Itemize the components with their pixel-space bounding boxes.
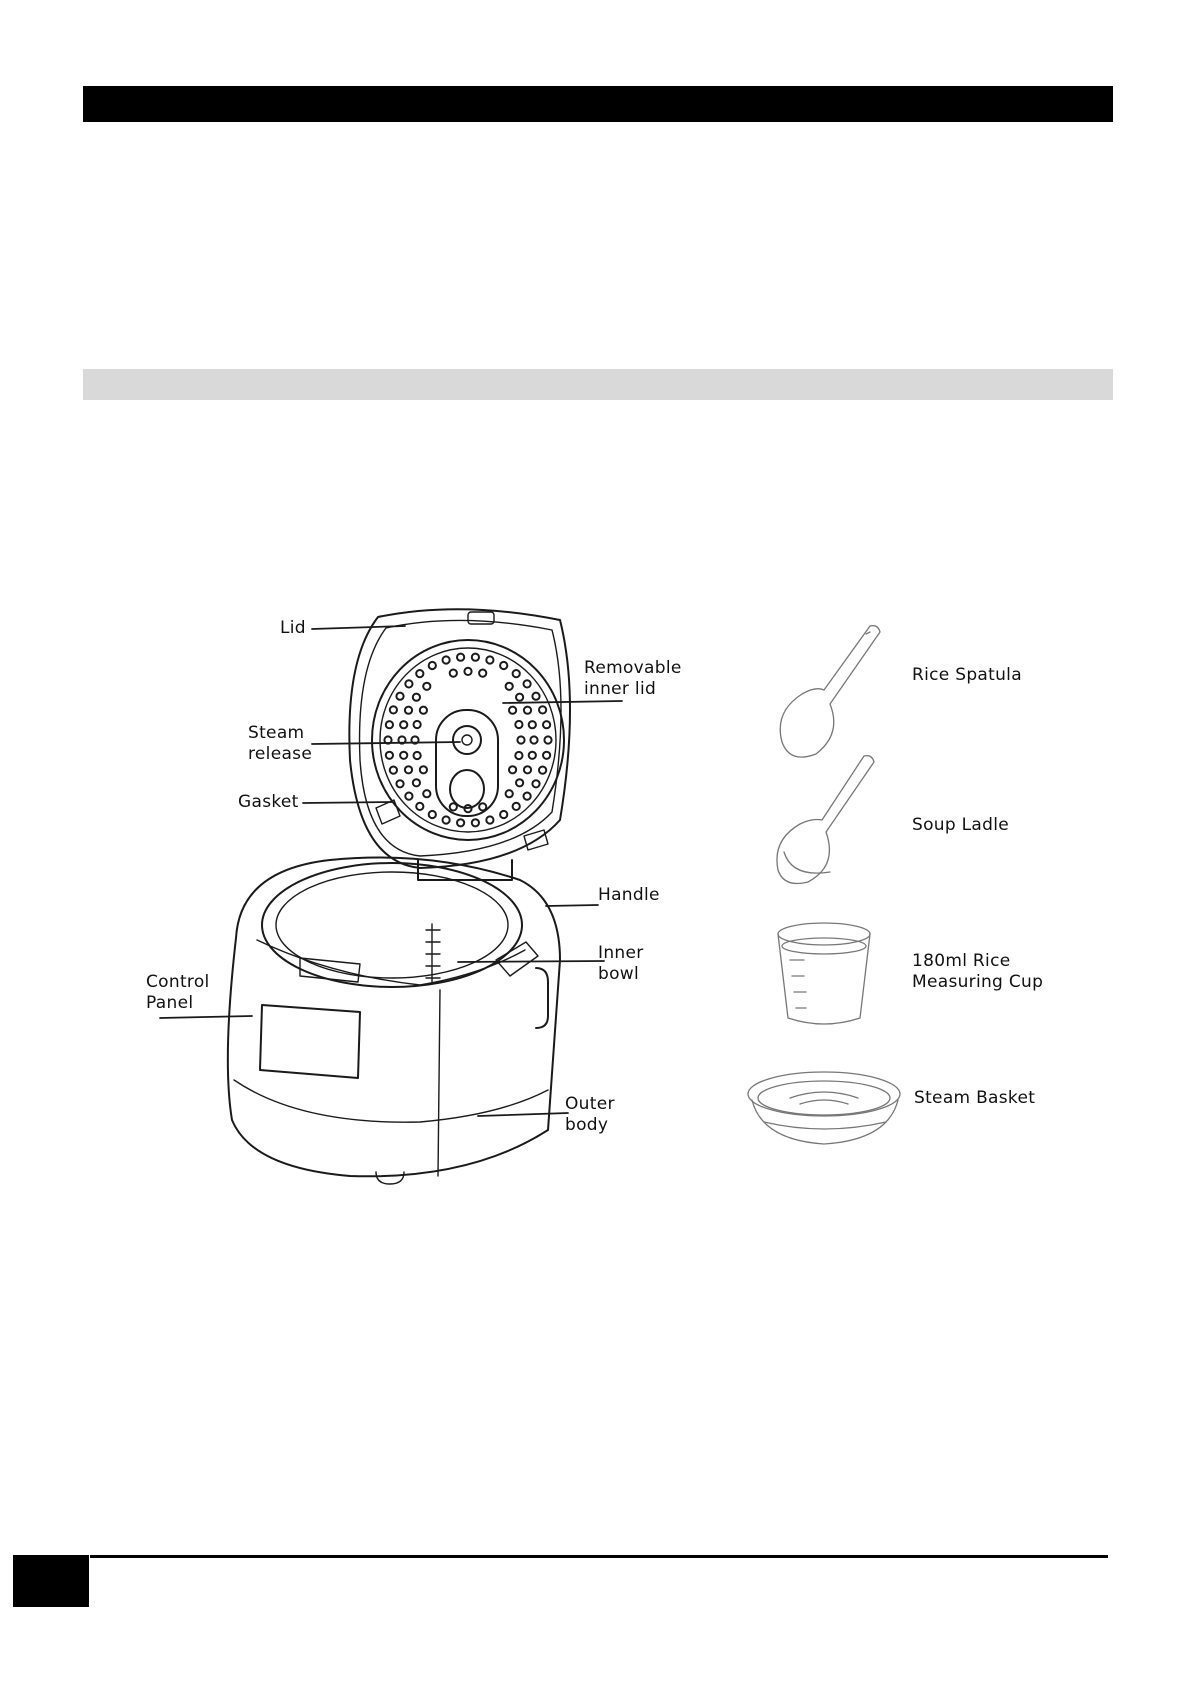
steam-hole <box>543 721 550 728</box>
steam-hole <box>457 819 464 826</box>
soup-ladle-drawing <box>777 756 874 884</box>
steam-hole <box>400 752 407 759</box>
steam-hole <box>515 721 522 728</box>
steam-hole <box>479 803 486 810</box>
measuring-cup-drawing <box>778 923 870 1024</box>
rice-spatula-drawing <box>780 626 880 758</box>
steam-hole <box>506 683 513 690</box>
steam-hole <box>506 790 513 797</box>
steam-hole <box>396 780 403 787</box>
steam-hole <box>479 670 486 677</box>
label-lid: Lid <box>280 618 306 638</box>
steam-hole <box>464 668 471 675</box>
steam-hole <box>524 793 531 800</box>
steam-hole <box>420 766 427 773</box>
steam-hole <box>400 721 407 728</box>
steam-hole <box>416 803 423 810</box>
label-measuring-cup: 180ml Rice Measuring Cup <box>912 951 1044 992</box>
steam-hole <box>423 790 430 797</box>
steam-hole <box>390 706 397 713</box>
label-rice-spatula: Rice Spatula <box>912 665 1022 685</box>
steam-hole <box>396 693 403 700</box>
steam-hole <box>529 721 536 728</box>
steam-hole <box>500 811 507 818</box>
steam-hole <box>429 811 436 818</box>
label-steam-basket: Steam Basket <box>914 1088 1036 1108</box>
steam-hole <box>472 654 479 661</box>
label-control-panel: Control Panel <box>146 972 210 1013</box>
label-outer-body: Outer body <box>565 1094 615 1135</box>
steam-hole <box>486 816 493 823</box>
leader-lines <box>160 626 622 1116</box>
label-inner-bowl: Inner bowl <box>598 943 644 984</box>
steam-hole <box>429 662 436 669</box>
steam-hole <box>450 670 457 677</box>
steam-hole <box>517 736 524 743</box>
steam-hole <box>539 706 546 713</box>
label-handle: Handle <box>598 885 660 905</box>
steam-hole <box>539 767 546 774</box>
steam-hole <box>500 662 507 669</box>
steam-hole <box>524 680 531 687</box>
steam-hole <box>457 654 464 661</box>
steam-hole <box>524 707 531 714</box>
steam-hole <box>524 766 531 773</box>
steam-hole <box>513 803 520 810</box>
footer-rule <box>90 1555 1108 1558</box>
steam-hole <box>532 693 539 700</box>
label-soup-ladle: Soup Ladle <box>912 815 1010 835</box>
steam-hole <box>516 779 523 786</box>
cooker-lid-drawing <box>349 609 570 868</box>
label-steam-release: Steam release <box>248 723 313 764</box>
cooker-body-drawing <box>228 858 560 1185</box>
steam-hole <box>390 767 397 774</box>
steam-hole <box>532 780 539 787</box>
steam-hole <box>472 819 479 826</box>
steam-hole <box>544 736 551 743</box>
steam-hole <box>486 656 493 663</box>
steam-hole <box>450 803 457 810</box>
steam-hole <box>413 694 420 701</box>
steam-hole <box>405 766 412 773</box>
steam-hole <box>513 670 520 677</box>
steam-hole <box>405 680 412 687</box>
steam-hole <box>386 721 393 728</box>
steam-hole <box>386 752 393 759</box>
steam-hole <box>530 736 537 743</box>
footer-page-tab <box>13 1555 89 1607</box>
steam-hole <box>414 721 421 728</box>
steam-hole <box>420 707 427 714</box>
steam-hole <box>405 793 412 800</box>
steam-hole <box>509 766 516 773</box>
steam-basket-drawing <box>748 1072 900 1144</box>
steam-hole <box>423 683 430 690</box>
steam-hole <box>405 707 412 714</box>
steam-hole <box>416 670 423 677</box>
steam-hole <box>443 816 450 823</box>
steam-hole <box>414 752 421 759</box>
label-gasket: Gasket <box>238 792 299 812</box>
steam-hole <box>515 752 522 759</box>
steam-hole <box>509 707 516 714</box>
steam-hole <box>413 779 420 786</box>
steam-hole <box>443 656 450 663</box>
steam-hole <box>543 752 550 759</box>
label-removable-inner-lid: Removable inner lid <box>584 658 682 699</box>
steam-hole <box>516 694 523 701</box>
steam-hole <box>529 752 536 759</box>
